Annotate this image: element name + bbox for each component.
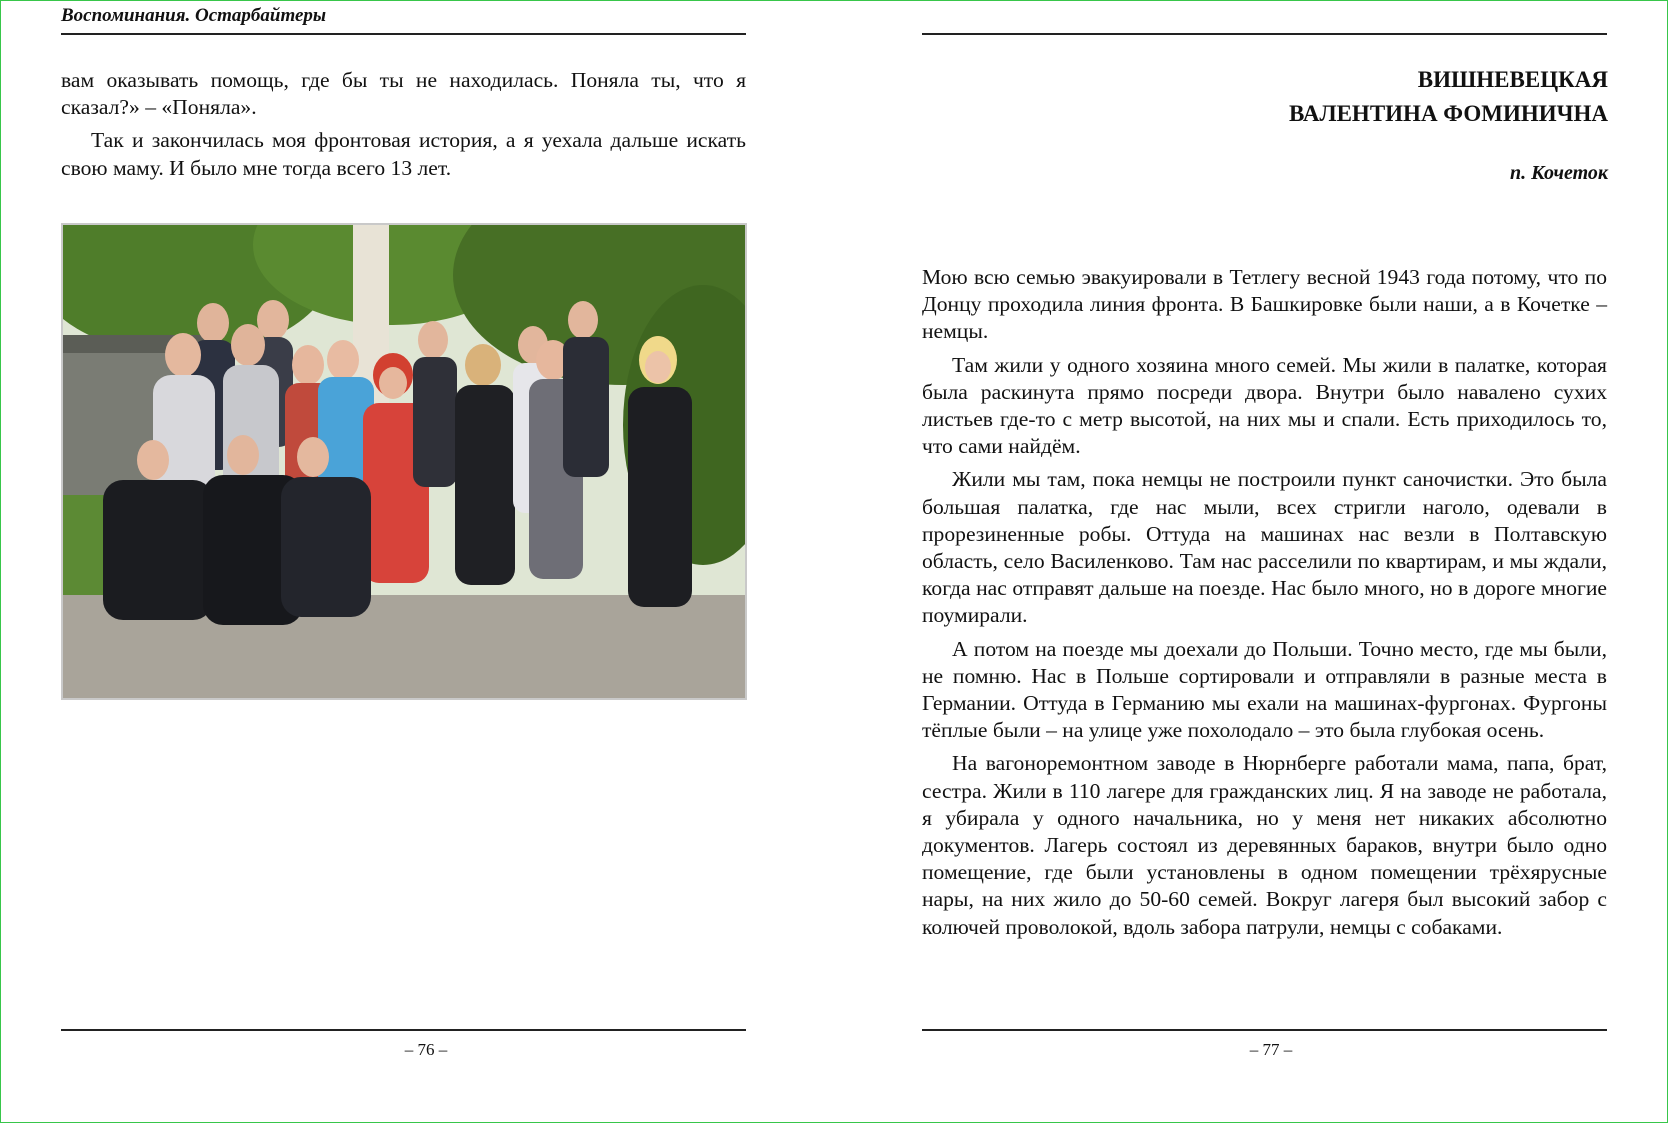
- group-photo-illustration: [63, 225, 745, 698]
- header-rule-right: [922, 33, 1607, 35]
- paragraph: А потом на поезде мы доехали до Польши. Точно место, где мы были, не помню. Нас в Польше сортировали и отправляли в разные места в Германии. Оттуда в Германию мы ехали на машинах-фургонах. Фургоны тёплые были – на улице уже похолодало – это была глубокая осень.: [922, 636, 1607, 743]
- header-rule-left: [61, 33, 746, 35]
- paragraph: Жили мы там, пока немцы не построили пункт саночистки. Это была большая палатка, где нас мыли, всех стригли наголо, одевали в прорезиненные робы. Оттуда на машинах нас везли в Полтавскую область, село Василенково. Там нас расселили по квартирам, и мы ждали, когда нас отправят дальше на поезде. Нас было много, но в дороге многие поумирали.: [922, 467, 1607, 628]
- paragraph: вам оказывать помощь, где бы ты не находилась. Поняла ты, что я сказал?» – «Поняла».: [61, 68, 746, 120]
- footer-rule-right: [922, 1029, 1607, 1031]
- paragraph: Там жили у одного хозяина много семей. Мы жили в палатке, которая была раскинута прямо посреди двора. Внутри было навалено сухих листьев где-то с метр высотой, на них мы и спали. Есть приходилось то, что сами найдём.: [922, 352, 1607, 459]
- paragraph: Так и закончилась моя фронтовая история, а я уехала дальше искать свою маму. И было мне тогда всего 13 лет.: [61, 128, 746, 180]
- chapter-title-line1: ВИШНЕВЕЦКАЯ: [1417, 67, 1608, 92]
- right-page-body: [922, 264, 1607, 947]
- chapter-title-line2: ВАЛЕНТИНА ФОМИНИЧНА: [1288, 101, 1608, 126]
- chapter-location: п. Кочеток: [1510, 162, 1608, 184]
- left-page-body: [61, 67, 746, 188]
- paragraph: Мою всю семью эвакуировали в Тетлегу весной 1943 года потому, что по Донцу проходила линия фронта. В Башкировке были наши, а в Кочетке – немцы.: [922, 265, 1607, 344]
- running-header: Воспоминания. Остарбайтеры: [61, 5, 327, 26]
- paragraph: На вагоноремонтном заводе в Нюрнберге работали мама, папа, брат, сестра. Жили в 110 лагере для гражданских лиц. Я на заводе не работала, я убирала у одного начальника, но у меня нет никаких абсолютно документов. Лагерь состоял из деревянных бараков, внутри было одно помещение, где были установлены в одном помещении трёхярусные нары, на них жило до 50-60 семей. Вокруг лагеря был высокий забор с колючей проволокой, вдоль забора патрули, немцы с собаками.: [922, 751, 1607, 939]
- page-number-right: – 77 –: [1249, 1040, 1293, 1059]
- page-number-left: – 76 –: [404, 1040, 448, 1059]
- chapter-title: [1289, 63, 1608, 131]
- footer-rule-left: [61, 1029, 746, 1031]
- group-photo: [61, 223, 747, 700]
